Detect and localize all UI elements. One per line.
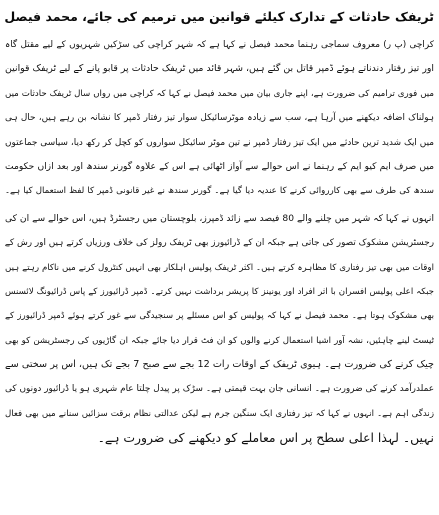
paragraph-line: کراچی (پ ر) معروف سماجی رہنما محمد فیصل نے کہا ہے کہ شہر کراچی کی سڑکیں شہریوں کے لیے مقتل گاہ: [5, 40, 434, 50]
paragraph-line: جبکہ اعلی پولیس افسران با اثر افراد اور یونینز کا پریشر برداشت نہیں کرتے۔ ڈمپر ڈرائیورز کے پاس ڈرائیونگ لائسنس: [5, 286, 434, 297]
paragraph-line: سندھ کی طرف سے بھی کارروائی کرنے کا عندیہ دیا گیا ہے۔ گورنر سندھ نے غیر قانونی ڈمپر کا لفظ استعمال کیا ہے۔: [5, 186, 434, 197]
paragraph-line: ہولناک اضافہ دیکھنے میں آرہا ہے، سب سے زیادہ موٹرسائیکل سوار تیز رفتار ڈمپر کا نشانہ بن رہے ہیں، حال ہی: [5, 113, 434, 124]
paragraph-line: اور تیز رفتار دندناتے ہوئے ڈمپر قاتل بن گئے ہیں، شہر قائد میں ٹریفک حادثات پر قابو پانے کے لیے ٹریفک قوانین: [5, 63, 434, 75]
paragraph-line: انہوں نے کہا کہ شہر میں چلنے والے 80 فیصد سے زائد ڈمپرز، بلوچستان میں رجسٹرڈ ہیں، اس حوالے سے ان کی: [5, 213, 434, 224]
paragraph-line: میں فوری ترامیم کی ضرورت ہے، اپنے جاری بیان میں محمد فیصل نے کہا کہ کراچی میں رواں سال ٹریفک حادثات میں: [5, 88, 434, 99]
article-headline: ٹریفک حادثات کے تدارک کیلئے قوانین میں ترمیم کی جائے، محمد فیصل: [4, 9, 434, 24]
article-paragraph-2: [5, 207, 434, 451]
paragraph-line: نہیں۔ لہذا اعلی سطح پر اس معاملے کو دیکھنے کی ضرورت ہے۔: [97, 430, 434, 446]
paragraph-line: میں ایک شدید ترین حادثے میں ایک تیز رفتار ڈمپر نے تین موٹر سائیکل سواروں کو کچل کر رکھ دیا، سیاسی جماعتوں: [5, 137, 434, 148]
paragraph-line: ٹیسٹ لینے چاہئیں، نشہ آور اشیا استعمال کرنے والوں کو ان فٹ قرار دیا جائے جبکہ ان گاڑیوں کی رجسٹریشن کو بھی: [5, 335, 434, 346]
paragraph-line: اوقات میں بھی تیز رفتاری کا مظاہرہ کرتے ہیں۔ اکثر ٹریفک پولیس اہلکار بھی انہیں کنٹرول کرنے میں ناکام رہتے ہیں: [5, 262, 434, 273]
paragraph-line: رجسٹریشن مشکوک تصور کی جاتی ہے جبکہ ان کے ڈرائیورز بھی ٹریفک رولز کی خلاف ورزیاں کرتے ہیں اور رش کے: [5, 238, 434, 249]
paragraph-line: بھی مشکوک ہوتا ہے۔ محمد فیصل نے کہا کہ پولیس کو اس مسئلے پر سنجیدگی سے غور کرتے ہوئے ڈمپر ڈرائیورز کے: [5, 311, 434, 322]
paragraph-line: عملدرآمد کرنے کی ضرورت ہے۔ انسانی جان بہت قیمتی ہے۔ سڑک پر پیدل چلتا عام شہری ہو یا ڈرائیور دونوں کی: [5, 384, 434, 395]
paragraph-line: چیک کرنے کی ضرورت ہے۔ ہیوی ٹریفک کے اوقات رات 12 بجے سے صبح 7 بجے تک ہیں، اس پر سختی سے: [5, 359, 434, 371]
article-paragraph-1: [5, 33, 434, 204]
paragraph-line: میں صرف ایم کیو ایم کے رہنما نے اس حوالے سے آواز اٹھائی ہے اس کے علاوہ گورنر سندھ اور بعد ازاں حکومت: [5, 161, 434, 172]
paragraph-line: زندگی اہم ہے۔ انہوں نے کہا کہ تیز رفتاری ایک سنگین جرم ہے لیکن عدالتی نظام برقت سزائیں سنانے میں بھی فعال: [5, 408, 434, 419]
